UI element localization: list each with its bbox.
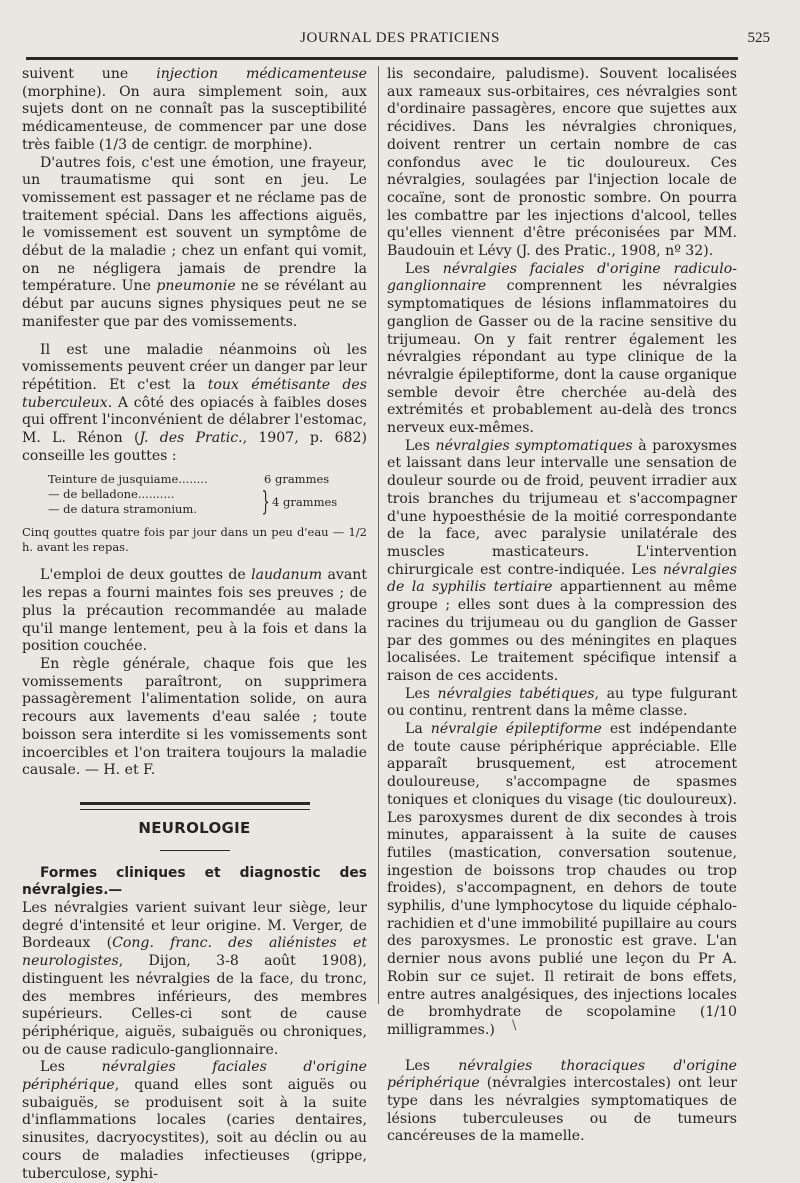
paragraph: Les névralgies tabétiques, au type fulgurant ou continu, rentrent dans la même classe. — [387, 685, 737, 720]
dosage-note: Cinq gouttes quatre fois par jour dans un peu d'eau — 1/2 h. avant les repas. — [22, 525, 367, 555]
prescription-formula — [22, 472, 367, 517]
page-number: 525 — [747, 30, 770, 46]
section-header — [22, 802, 367, 851]
left-column — [22, 66, 367, 1183]
formula-row: Teinture de jusquiame........ 6 grammes — [48, 472, 330, 487]
paragraph: D'autres fois, c'est une émotion, une frayeur, un traumatisme qui sont en jeu. Le vomissement est passager et ne réclame pas de traitement spécial. Dans les affections aiguës, le vomissement est souvent un symptôme de début de la maladie ; chez un enfant qui vomit, on ne négligera jamais de prendre la température. Une pneumonie ne se révélant au début par aucuns signes physiques peut ne se manifester que par des vomissements. — [22, 154, 367, 330]
paragraph: Les névralgies varient suivant leur siège, leur degré d'intensité et leur origine. M. Verger, de Bordeaux (Cong. franc. des aliénistes et neurologistes, Dijon, 3-8 août 1908), distinguent les névralgies de la face, du tronc, des membres inférieurs, des membres supérieurs. Celles-ci sont de cause périphérique, aiguës, subaiguës ou chroniques, ou de cause radiculo-ganglionnaire. — [22, 900, 367, 1058]
section-rule — [80, 809, 310, 810]
paragraph: En règle générale, chaque fois que les vomissements paraîtront, on supprimera passagèrement l'alimentation solide, on aura recours aux lavements d'eau salée ; toute boisson sera interdite si les vomissements sont incoercibles et l'on traitera toujours la maladie causale. — H. et F. — [22, 655, 367, 779]
paragraph: Les névralgies faciales d'origine périphérique, quand elles sont aiguës ou subaiguës, se produisent soit à la suite d'inflammations locales (caries dentaires, sinusites, dacryocystites), soit au déclin ou au cours de maladies infectieuses (grippe, tuberculose, syphi- — [22, 1059, 367, 1182]
article-heading: Formes cliniques et diagnostic des névralgies.— — [22, 864, 367, 899]
column-divider — [378, 66, 379, 1004]
paragraph: Les névralgies faciales d'origine radiculo-ganglionnaire comprennent les névralgies symptomatiques de lésions inflammatoires du ganglion de Gasser ou de la racine sensitive du trijumeau. On y fait rentrer également les névralgies répondant au type clinique de la névralgie épileptiforme, dont la cause organique semble devoir être cherchée au-delà des extrémités et probablement au-delà des troncs nerveux eux-mêmes. — [387, 260, 737, 437]
header-rule — [26, 57, 738, 60]
section-title: NEUROLOGIE — [138, 818, 251, 837]
formula-group: — de belladone.......... — de datura stramonium. } 4 grammes — [48, 487, 338, 518]
paragraph: L'emploi de deux gouttes de laudanum avant les repas a fourni maintes fois ses preuves ; de plus la précaution recommandée au malade qu'il mange lentement, peu à la fois et dans la position couchée. — [22, 567, 367, 655]
paragraph: lis secondaire, paludisme). Souvent localisées aux rameaux sus-orbitaires, ces névralgies sont d'ordinaire passagères, encore que sujettes aux récidives. Dans les névralgies chroniques, doivent rentrer un certain nombre de cas confondus avec le tic douloureux. Ces névralgies, soulagées par l'injection locale de cocaïne, sont de pronostic sombre. On pourra les combattre par les injections d'alcool, telles qu'elles viennent d'être préconisées par MM. Baudouin et Lévy (J. des Pratic., 1908, nº 32). — [387, 66, 737, 260]
running-header — [22, 30, 778, 54]
paragraph: suivent une injection médicamenteuse (morphine). On aura simplement soin, aux sujets dont on ne connaît pas la susceptibilité médicamenteuse, de commencer par une dose très faible (1/3 de centigr. de morphine). — [22, 66, 367, 153]
section-rule — [80, 802, 310, 805]
paragraph: Il est une maladie néanmoins où les vomissements peuvent créer un danger par leur répétition. Et c'est la toux émétisante des tuberculeux. A côté des opiacés à faibles doses qui offrent l'inconvénient de délabrer l'estomac, M. L. Rénon (J. des Pratic., 1907, p. 682) conseille les gouttes : — [22, 341, 367, 464]
paragraph: La névralgie épileptiforme est indépendante de toute cause périphérique appréciable. Elle apparaît brusquement, est atrocement douloureuse, s'accompagne de spasmes toniques et cloniques du visage (tic douloureux). Les paroxysmes durent de dix secondes à trois minutes, apparaissent à la suite de causes futiles (mastication, conversation soutenue, ingestion de boissons trop chaudes ou trop froides), s'accompagnent, en dehors de toute syphilis, d'une lymphocytose du liquide céphalo-rachidien et d'une immobilité pupillaire au cours des paroxysmes. Le pronostic est grave. L'an dernier nous avons publié une leçon du Pr A. Robin sur ce sujet. Il retirait de bons effets, entre autres analgésiques, des injections locales de bromhydrate de scopolamine (1/10 milligrammes.) — [387, 721, 737, 1038]
paragraph: Les névralgies symptomatiques à paroxysmes et laissant dans leur intervalle une sensation de douleur sourde ou de froid, peuvent irradier aux trois branches du trijumeau et s'accompagner d'une hypoesthésie de la moitié correspondante de la face, avec paralysie unilatérale des muscles masticateurs. L'intervention chirurgicale est contre-indiquée. Les névralgies de la syphilis tertiaire appartiennent au même groupe ; elles sont dues à la compression des racines du trijumeau ou du ganglion de Gasser par des gommes ou des méningites en plaques localisées. Le traitement spécifique intensif a raison de ces accidents. — [387, 437, 737, 684]
right-column — [387, 66, 737, 1146]
page-mark: \ — [512, 1018, 517, 1033]
paragraph: Les névralgies thoraciques d'origine périphérique (névralgies intercostales) ont leur type dans les névralgies symptomatiques de lésions tuberculeuses ou de tumeurs cancéreuses de la mamelle. — [387, 1057, 737, 1145]
brace: } — [261, 487, 270, 518]
journal-title: JOURNAL DES PRATICIENS — [300, 30, 500, 46]
section-underline — [160, 850, 230, 851]
